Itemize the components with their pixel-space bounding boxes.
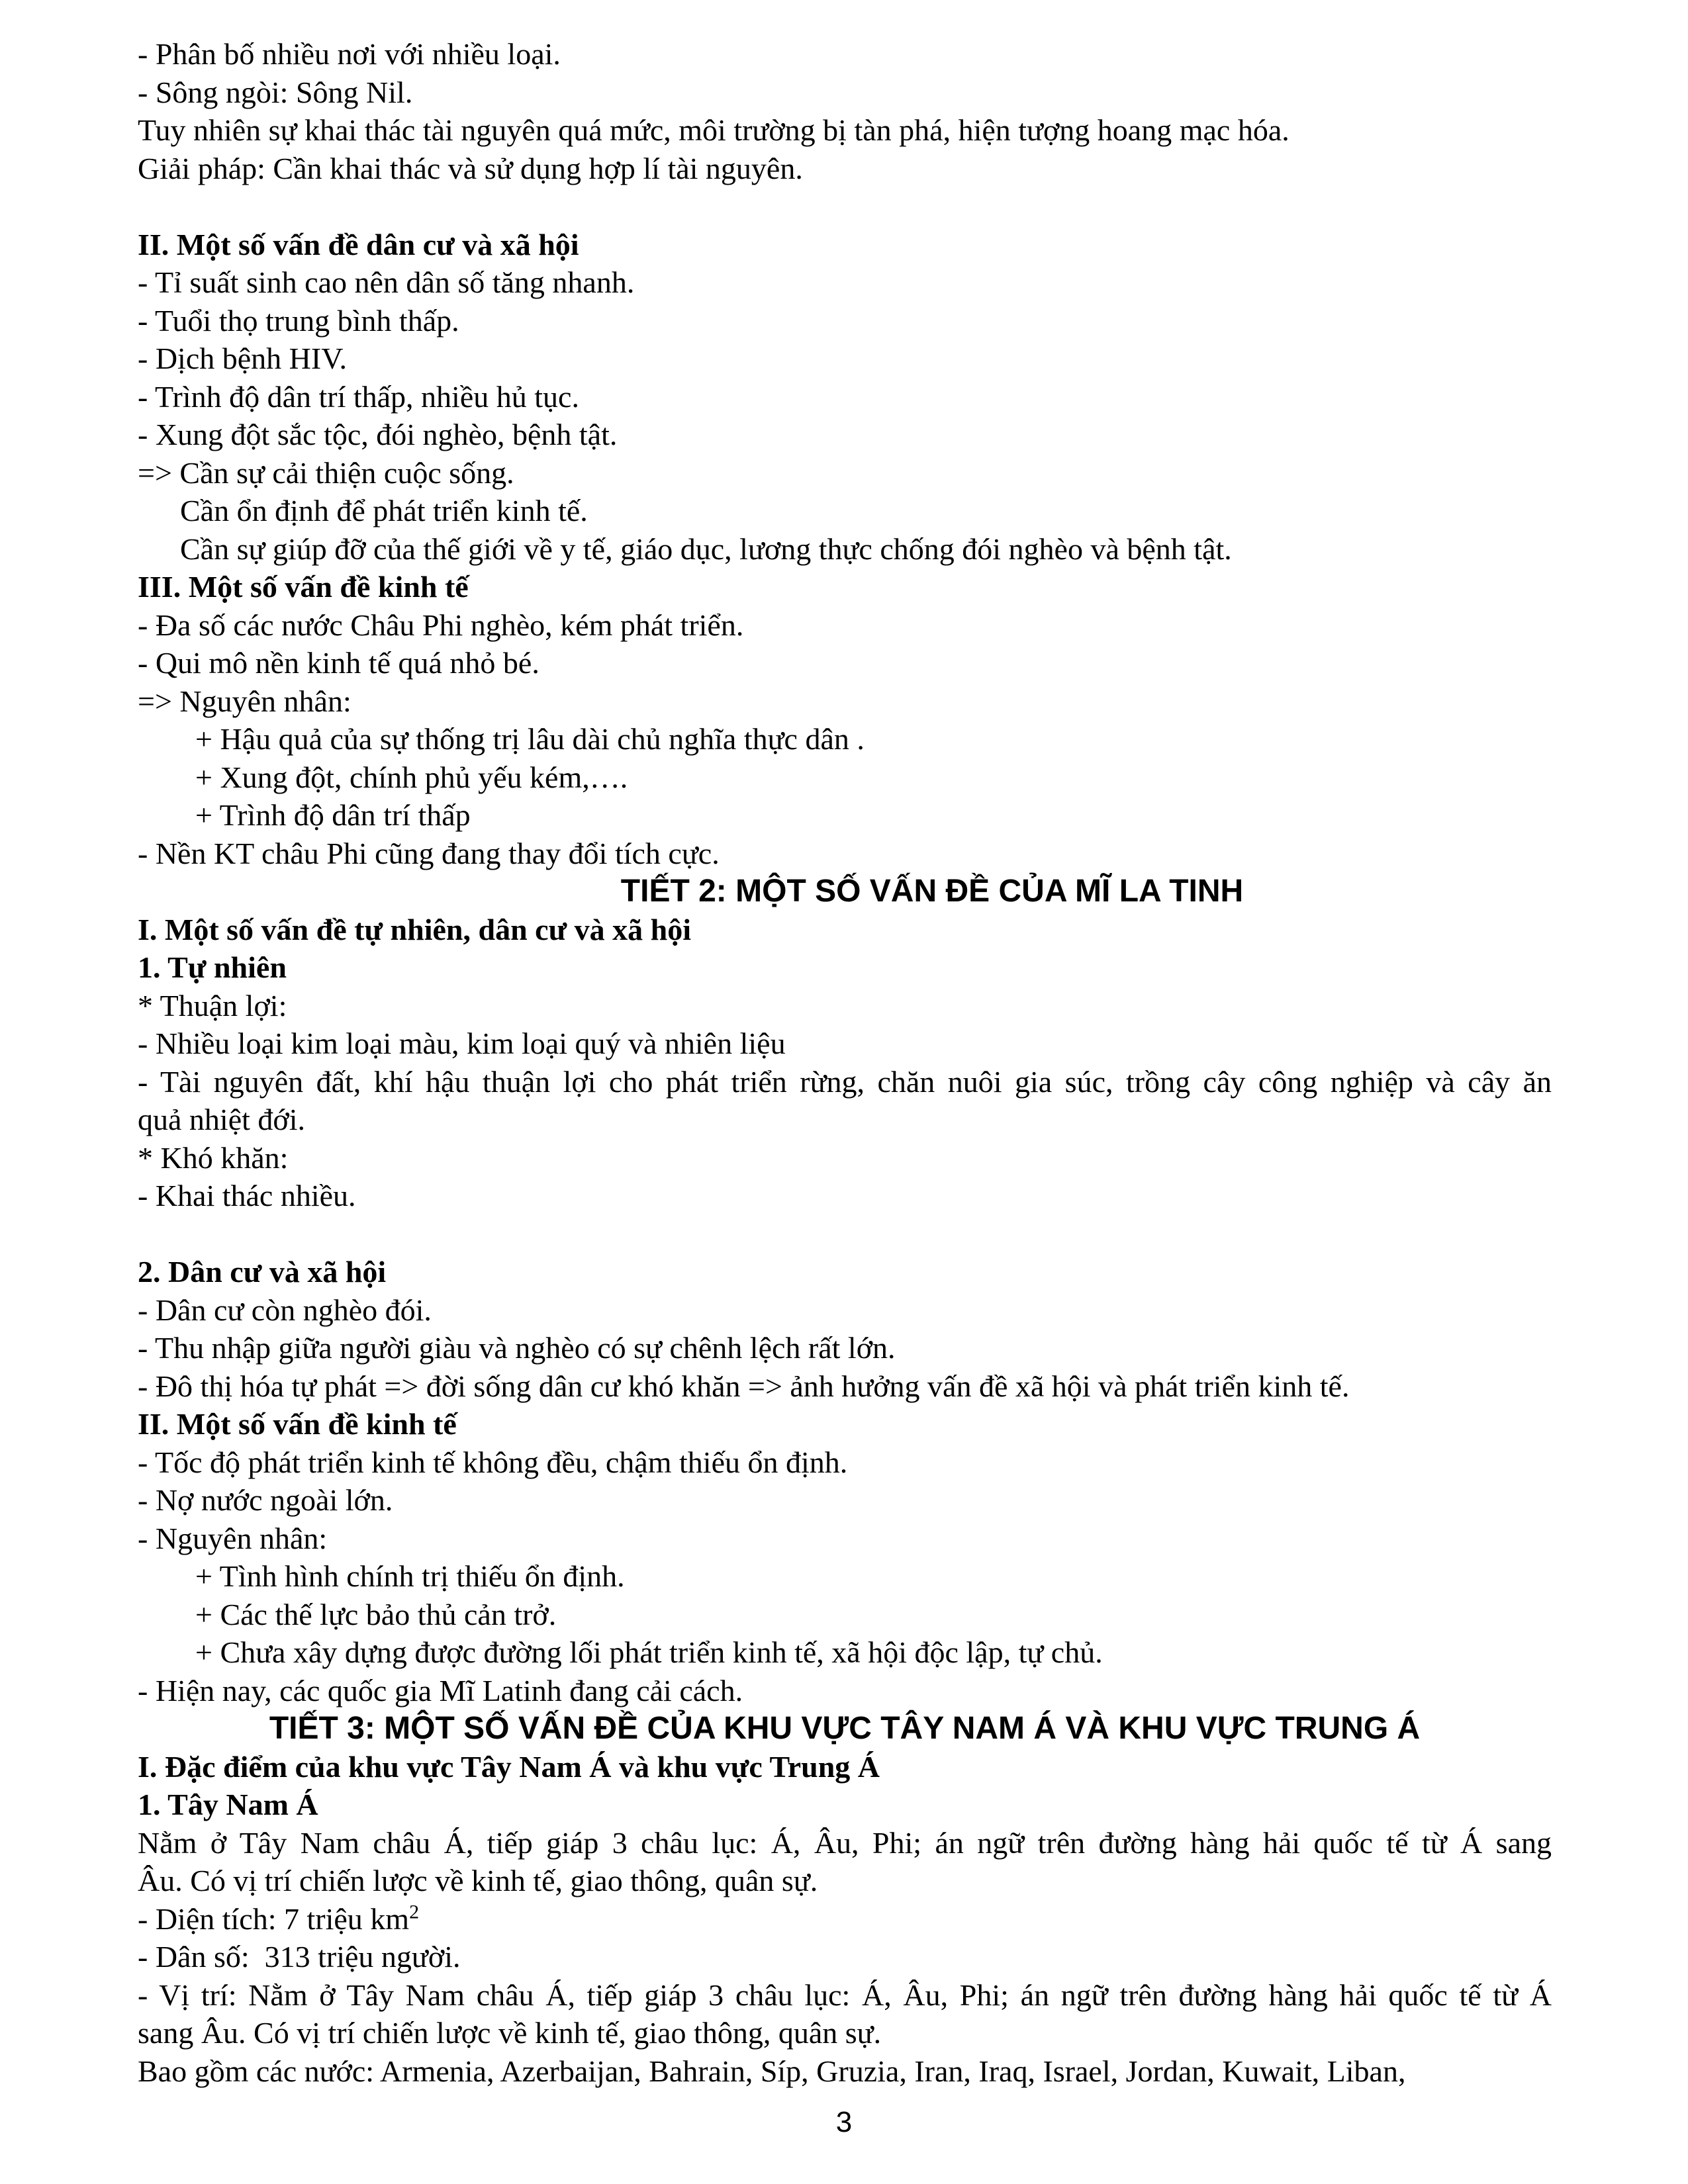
lesson-title: TIẾT 3: MỘT SỐ VẤN ĐỀ CỦA KHU VỰC TÂY NAM Á VÀ KHU VỰC TRUNG Á (269, 1711, 1421, 1746)
text-line: - Thu nhập giữa người giàu và nghèo có sự chênh lệch rất lớn. (138, 1331, 896, 1365)
text-line: - Đô thị hóa tự phát => đời sống dân cư khó khăn => ảnh hưởng vấn đề xã hội và phát triển kinh tế. (138, 1369, 1350, 1403)
text-line: Tuy nhiên sự khai thác tài nguyên quá mức, môi trường bị tàn phá, hiện tượng hoang mạc hóa. (138, 113, 1289, 147)
text-line: * Thuận lợi: (138, 988, 287, 1023)
page-number: 3 (835, 2106, 853, 2138)
text-line: Giải pháp: Cần khai thác và sử dụng hợp lí tài nguyên. (138, 151, 803, 185)
text-line: - Tỉ suất sinh cao nên dân số tăng nhanh. (138, 265, 635, 299)
text-line: Bao gồm các nước: Armenia, Azerbaijan, Bahrain, Síp, Gruzia, Iran, Iraq, Israel, Jordan, Kuwait, Liban, (138, 2054, 1406, 2088)
section-heading: I. Một số vấn đề tự nhiên, dân cư và xã hội (138, 912, 692, 946)
lesson-title: TIẾT 2: MỘT SỐ VẤN ĐỀ CỦA MĨ LA TINH (620, 874, 1244, 909)
text-line: - Khai thác nhiều. (138, 1179, 356, 1212)
text-line: - Nợ nước ngoài lớn. (138, 1483, 393, 1517)
text-line: sang Âu. Có vị trí chiến lược về kinh tế, giao thông, quân sự. (138, 2016, 882, 2050)
text-line: - Dân cư còn nghèo đói. (138, 1293, 432, 1327)
superscript: 2 (409, 1901, 420, 1923)
text-line: - Xung đột sắc tộc, đói nghèo, bệnh tật. (138, 418, 618, 451)
section-heading: II. Một số vấn đề kinh tế (138, 1407, 457, 1441)
text-line: - Nhiều loại kim loại màu, kim loại quý và nhiên liệu (138, 1026, 786, 1060)
section-heading: II. Một số vấn đề dân cư và xã hội (138, 227, 579, 261)
text-line: - Nền KT châu Phi cũng đang thay đổi tích cực. (138, 836, 720, 870)
text-line: - Sông ngòi: Sông Nil. (138, 75, 413, 109)
section-heading: I. Đặc điểm của khu vực Tây Nam Á và khu vực Trung Á (138, 1749, 880, 1784)
section-heading: 2. Dân cư và xã hội (138, 1255, 387, 1289)
blank-line (138, 187, 1552, 226)
text-line: - Hiện nay, các quốc gia Mĩ Latinh đang cải cách. (138, 1673, 743, 1707)
bullet-plus-line: + Tình hình chính trị thiếu ổn định. (195, 1559, 625, 1593)
text-line: - Trình độ dân trí thấp, nhiều hủ tục. (138, 379, 579, 414)
section-heading: 1. Tây Nam Á (138, 1788, 318, 1821)
bullet-plus-line: + Trình độ dân trí thấp (195, 798, 471, 832)
section-heading: III. Một số vấn đề kinh tế (138, 570, 469, 604)
bullet-plus-line: + Các thế lực bảo thủ cản trở. (195, 1597, 557, 1631)
bullet-plus-line: + Xung đột, chính phủ yếu kém,…. (195, 760, 628, 794)
bullet-plus-line: + Hậu quả của sự thống trị lâu dài chủ nghĩa thực dân . (195, 722, 865, 756)
text-line: * Khó khăn: (138, 1140, 289, 1175)
text-line: - Dịch bệnh HIV. (138, 341, 347, 375)
text-line: - Vị trí: Nằm ở Tây Nam châu Á, tiếp giáp 3 châu lục: Á, Âu, Phi; án ngữ trên đường hàng hải quốc tế từ Á (138, 1978, 1552, 2012)
indented-text-line: Cần sự giúp đỡ của thế giới về y tế, giáo dục, lương thực chống đói nghèo và bệnh tật. (180, 531, 1232, 566)
section-heading: 1. Tự nhiên (138, 950, 287, 984)
text-line: - Nguyên nhân: (138, 1521, 328, 1555)
text-line: Nằm ở Tây Nam châu Á, tiếp giáp 3 châu lục: Á, Âu, Phi; án ngữ trên đường hàng hải quốc tế từ Á sang (138, 1825, 1552, 1860)
text-line: - Diện tích: 7 triệu $km^2$ (138, 1901, 420, 1936)
text-line: Âu. Có vị trí chiến lược về kinh tế, giao thông, quân sự. (138, 1864, 818, 1897)
text-line: - Qui mô nền kinh tế quá nhỏ bé. (138, 646, 539, 680)
text-line: - Tài nguyên đất, khí hậu thuận lợi cho phát triển rừng, chăn nuôi gia súc, trồng cây công nghiệp và cây ăn (138, 1064, 1552, 1099)
text-line: - Tốc độ phát triển kinh tế không đều, chậm thiếu ổn định. (138, 1445, 848, 1479)
text-line: => Cần sự cải thiện cuộc sống. (138, 455, 514, 490)
text-line: - Đa số các nước Châu Phi nghèo, kém phát triển. (138, 608, 744, 642)
indented-text-line: Cần ổn định để phát triển kinh tế. (180, 494, 588, 527)
text-line: - Dân số: 313 triệu người. (138, 1940, 461, 1974)
text-line: => Nguyên nhân: (138, 684, 352, 718)
blank-line (138, 1215, 1552, 1253)
text-line: - Tuổi thọ trung bình thấp. (138, 303, 459, 338)
text-line: quả nhiệt đới. (138, 1103, 305, 1136)
text-line: - Phân bố nhiều nơi với nhiều loại. (138, 37, 561, 71)
bullet-plus-line: + Chưa xây dựng được đường lối phát triển kinh tế, xã hội độc lập, tự chủ. (195, 1635, 1103, 1669)
